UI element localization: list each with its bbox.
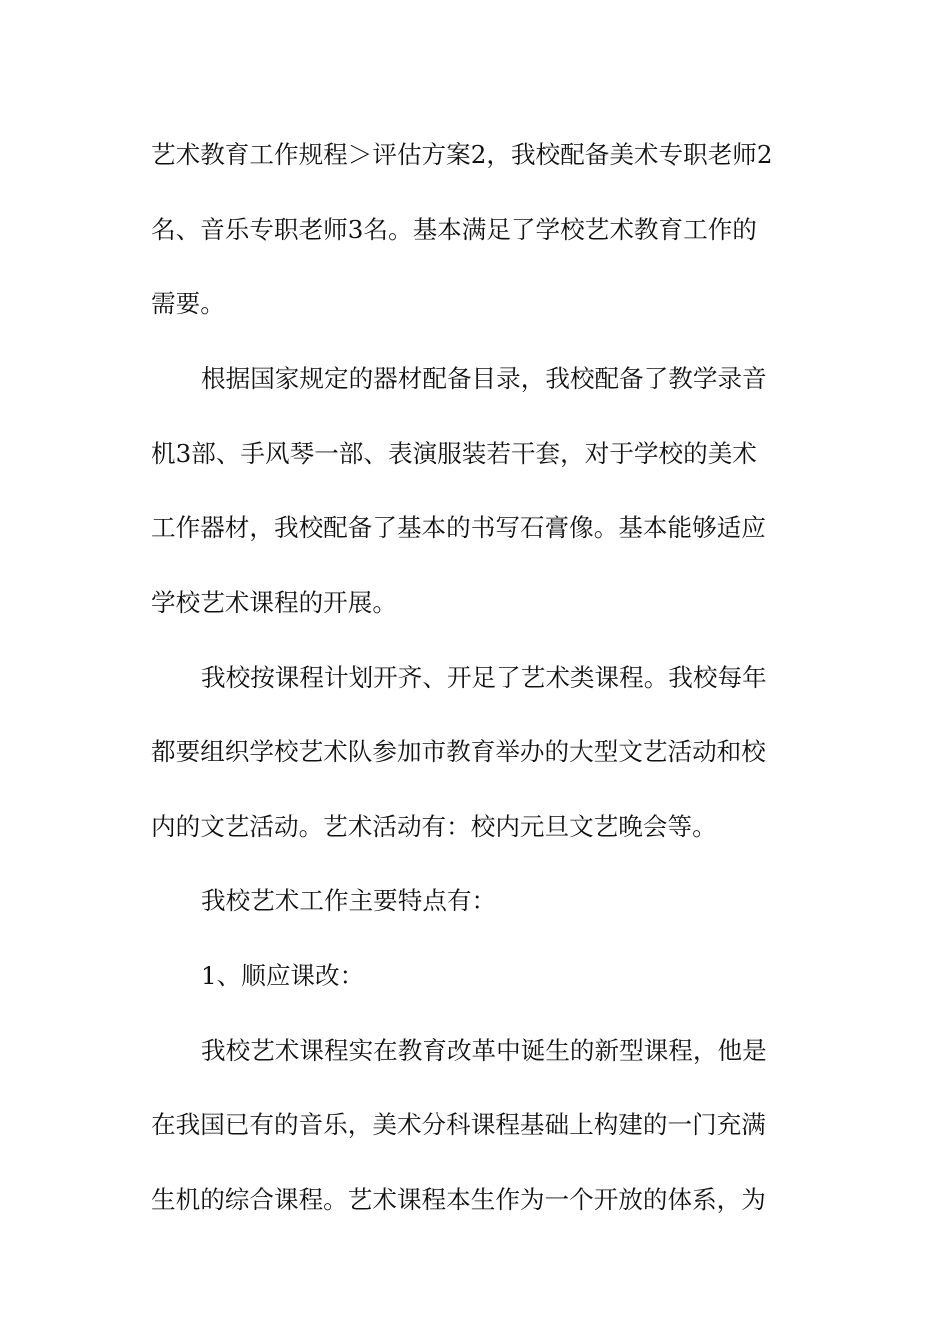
paragraph-first-line: 我校按课程计划开齐、开足了艺术类课程。我校每年 bbox=[201, 663, 767, 692]
paragraph-first-line: 我校艺术工作主要特点有： bbox=[201, 886, 497, 915]
paragraph-first-line: 我校艺术课程实在教育改革中诞生的新型课程，他是 bbox=[201, 1036, 767, 1065]
text-line: 学校艺术课程的开展。 bbox=[151, 588, 397, 617]
text-line: 内的文艺活动。艺术活动有：校内元旦文艺晚会等。 bbox=[151, 812, 717, 841]
text-line: 在我国已有的音乐，美术分科课程基础上构建的一门充满 bbox=[151, 1110, 766, 1139]
text-line: 需要。 bbox=[151, 289, 225, 318]
text-line: 都要组织学校艺术队参加市教育举办的大型文艺活动和校 bbox=[151, 737, 766, 766]
text-line: 生机的综合课程。艺术课程本生作为一个开放的体系，为 bbox=[151, 1185, 766, 1214]
text-line: 工作器材，我校配备了基本的书写石膏像。基本能够适应 bbox=[151, 513, 766, 542]
paragraph-first-line: 根据国家规定的器材配备目录，我校配备了教学录音 bbox=[201, 364, 767, 393]
text-line: 机3部、手风琴一部、表演服装若干套，对于学校的美术 bbox=[151, 439, 757, 468]
section-heading: 1、顺应课改： bbox=[201, 961, 365, 990]
text-line: 名、音乐专职老师3名。基本满足了学校艺术教育工作的 bbox=[151, 215, 757, 244]
text-line: 艺术教育工作规程＞评估方案2，我校配备美术专职老师2 bbox=[151, 140, 773, 169]
